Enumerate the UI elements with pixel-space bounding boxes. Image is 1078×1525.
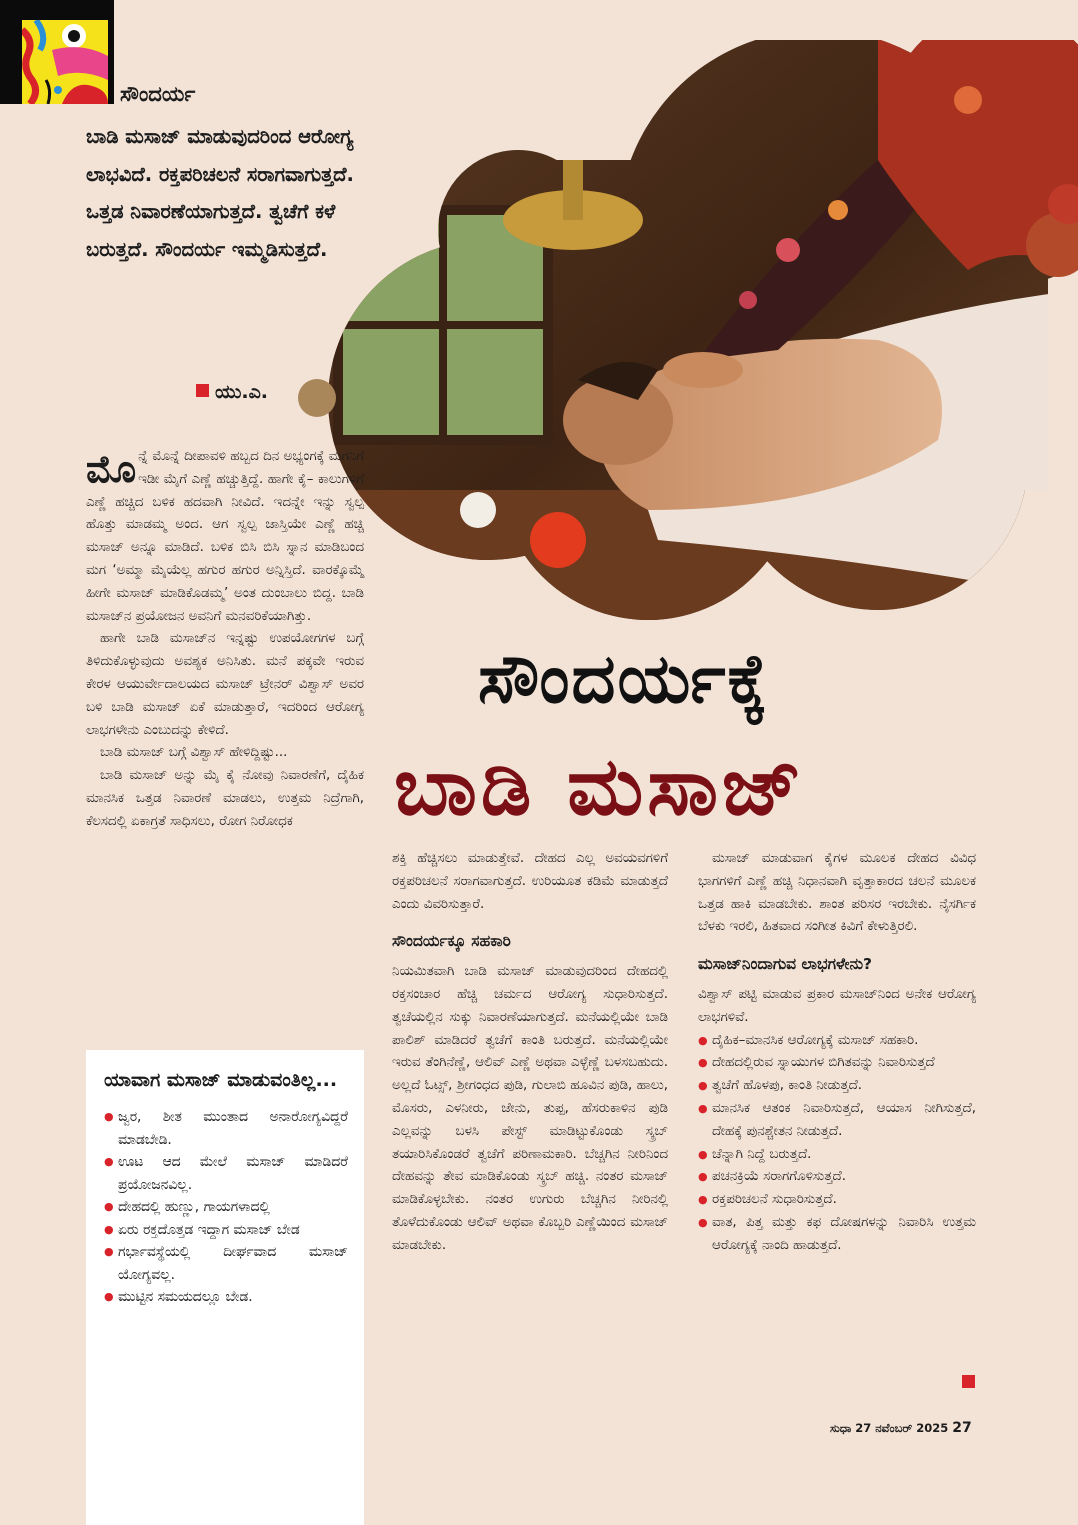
decorative-bubble bbox=[298, 379, 336, 417]
section-logo bbox=[0, 0, 114, 104]
author-name: ಯು.ಎ. bbox=[215, 381, 269, 403]
section-label: ಸೌಂದರ್ಯ bbox=[120, 82, 196, 106]
list-item: ● ಮುಟ್ಟಿನ ಸಮಯದಲ್ಲೂ ಬೇಡ. bbox=[104, 1286, 348, 1309]
paragraph: ಶಕ್ತಿ ಹೆಚ್ಚಿಸಲು ಮಾಡುತ್ತೇವೆ. ದೇಹದ ಎಲ್ಲ ಅವಯವಗಳಿಗೆ ರಕ್ತಪರಿಚಲನೆ ಸರಾಗವಾಗುತ್ತದೆ. ಉರಿಯೂತ ಕಡಿಮೆ ಮಾಡುತ್ತದೆ ಎಂದು ವಿವರಿಸುತ್ತಾರೆ. bbox=[392, 851, 668, 912]
paragraph-text: ನ್ನೆ ಮೊನ್ನೆ ದೀಪಾವಳಿ ಹಬ್ಬದ ದಿನ ಅಭ್ಯಂಗಕ್ಕೆ ಮಗನಿಗೆ ಇಡೀ ಮೈಗೆ ಎಣ್ಣೆ ಹಚ್ಚುತ್ತಿದ್ದೆ. ಹಾಗೇ ಕೈ– ಕಾಲುಗಳಿಗೆ ಎಣ್ಣೆ ಹಚ್ಚಿದ ಬಳಿಕ ಹದವಾಗಿ ನೀವಿದೆ. ಇದನ್ನೇ ಇನ್ನು ಸ್ವಲ್ಪ ಹೊತ್ತು ಮಾಡಮ್ಮ ಅಂದ. ಆಗ ಸ್ವಲ್ಪ ಜಾಸ್ತಿಯೇ ಎಣ್ಣೆ ಹಚ್ಚಿ ಮಸಾಜ್ ಅನ್ನೂ ಮಾಡಿದೆ. ಬಳಿಕ ಬಿಸಿ ಬಿಸಿ ಸ್ನಾನ ಮಾಡಿಬಂದ ಮಗ ‘ಅಮ್ಮಾ ಮೈಯೆಲ್ಲ ಹಗುರ ಹಗುರ ಅನ್ನಿಸ್ತಿದೆ. ವಾರಕ್ಕೊಮ್ಮೆ ಹೀಗೇ ಮಸಾಜ್ ಮಾಡಿಕೊಡಮ್ಮ’ ಅಂತ ದುಂಬಾಲು ಬಿದ್ದ. ಬಾಡಿ ಮಸಾಜ್‌ನ ಪ್ರಯೋಜನ ಅವನಿಗೆ ಮನವರಿಕೆಯಾಗಿತ್ತು. bbox=[86, 449, 364, 624]
list-item: ● ರಕ್ತಪರಿಚಲನೆ ಸುಧಾರಿಸುತ್ತದೆ. bbox=[698, 1189, 976, 1212]
list-item: ● ಪಚನಕ್ರಿಯೆ ಸರಾಗಗೊಳಿಸುತ್ತದೆ. bbox=[698, 1166, 976, 1189]
article-column-1 bbox=[86, 446, 364, 834]
list-item: ● ಚೆನ್ನಾಗಿ ನಿದ್ದೆ ಬರುತ್ತದೆ. bbox=[698, 1144, 976, 1167]
massage-photo bbox=[318, 40, 1078, 630]
paragraph: ಬಾಡಿ ಮಸಾಜ್ ಬಗ್ಗೆ ವಿಶ್ವಾಸ್ ಹೇಳಿದ್ದಿಷ್ಟು... bbox=[100, 745, 288, 761]
byline bbox=[196, 381, 268, 403]
issue-info: ಸುಧಾ 27 ನವೆಂಬರ್ 2025 bbox=[830, 1421, 949, 1435]
drop-cap: ಮೊ bbox=[86, 447, 137, 491]
intro-text: ಬಾಡಿ ಮಸಾಜ್ ಮಾಡುವುದರಿಂದ ಆರೋಗ್ಯ ಲಾಭವಿದೆ. ರಕ್ತಪರಿಚಲನೆ ಸರಾಗವಾಗುತ್ತದೆ. ಒತ್ತಡ ನಿವಾರಣೆಯಾಗುತ್ತದೆ. ತ್ವಚೆಗೆ ಕಳೆ ಬರುತ್ತದೆ. ಸೌಂದರ್ಯ ಇಮ್ಮಡಿಸುತ್ತದೆ. bbox=[86, 125, 354, 261]
page-number: 27 bbox=[952, 1420, 972, 1436]
list-item: ● ಮಾನಸಿಕ ಆತಂಕ ನಿವಾರಿಸುತ್ತದೆ, ಆಯಾಸ ನೀಗಿಸುತ್ತದೆ, ದೇಹಕ್ಕೆ ಪುನಶ್ಚೇತನ ನೀಡುತ್ತದೆ. bbox=[698, 1098, 976, 1144]
box-title: ಯಾವಾಗ ಮಸಾಜ್ ಮಾಡುವಂತಿಲ್ಲ... bbox=[104, 1069, 338, 1091]
headline-line-2: ಬಾಡಿ ಮಸಾಜ್ bbox=[394, 740, 806, 833]
square-marker-icon bbox=[196, 384, 209, 397]
list-item: ● ದೈಹಿಕ–ಮಾನಸಿಕ ಆರೋಗ್ಯಕ್ಕೆ ಮಸಾಜ್ ಸಹಕಾರಿ. bbox=[698, 1030, 976, 1053]
headline-line-1: ಸೌಂದರ್ಯಕ್ಕೆ bbox=[478, 640, 770, 719]
list-item: ● ದೇಹದಲ್ಲಿರುವ ಸ್ನಾಯುಗಳ ಬಿಗಿತವನ್ನು ನಿವಾರಿಸುತ್ತದೆ bbox=[698, 1052, 976, 1075]
paragraph: ಮಸಾಜ್ ಮಾಡುವಾಗ ಕೈಗಳ ಮೂಲಕ ದೇಹದ ವಿವಿಧ ಭಾಗಗಳಿಗೆ ಎಣ್ಣೆ ಹಚ್ಚಿ ನಿಧಾನವಾಗಿ ವೃತ್ತಾಕಾರದ ಚಲನೆ ಮೂಲಕ ಒತ್ತಡ ಹಾಕಿ ಮಾಡಬೇಕು. ಶಾಂತ ಪರಿಸರ ಇರಬೇಕು. ನೈಸರ್ಗಿಕ ಬೆಳಕು ಇರಲಿ, ಹಿತವಾದ ಸಂಗೀತ ಕಿವಿಗೆ ಕೇಳುತ್ತಿರಲಿ. bbox=[698, 851, 976, 935]
paragraph bbox=[86, 446, 364, 628]
list-item: ● ಏರು ರಕ್ತದೊತ್ತಡ ಇದ್ದಾಗ ಮಸಾಜ್ ಬೇಡ bbox=[104, 1219, 348, 1242]
list-item: ● ದೇಹದಲ್ಲಿ ಹುಣ್ಣು, ಗಾಯಗಳಾದಲ್ಲಿ bbox=[104, 1196, 348, 1219]
article-column-3 bbox=[698, 848, 976, 1258]
decorative-art-icon bbox=[22, 20, 108, 104]
subheading: ಸೌಂದರ್ಯಕ್ಕೂ ಸಹಕಾರಿ bbox=[392, 932, 511, 951]
list-item: ● ಗರ್ಭಾವಸ್ಥೆಯಲ್ಲಿ ದೀರ್ಘವಾದ ಮಸಾಜ್ ಯೋಗ್ಯವಲ್ಲ. bbox=[104, 1241, 348, 1286]
paragraph: ಹಾಗೇ ಬಾಡಿ ಮಸಾಜ್‌ನ ಇನ್ನಷ್ಟು ಉಪಯೋಗಗಳ ಬಗ್ಗೆ ತಿಳಿದುಕೊಳ್ಳುವುದು ಅವಶ್ಯಕ ಅನಿಸಿತು. ಮನೆ ಪಕ್ಕವೇ ಇರುವ ಕೇರಳ ಆಯುರ್ವೇದಾಲಯದ ಮಸಾಜ್ ಟ್ರೇನರ್ ವಿಶ್ವಾಸ್ ಅವರ ಬಳಿ ಬಾಡಿ ಮಸಾಜ್ ಏಕೆ ಮಾಡುತ್ತಾರೆ, ಇದರಿಂದ ಆರೋಗ್ಯ ಲಾಭಗಳೇನು ಎಂಬುದನ್ನು ಕೇಳಿದೆ. bbox=[86, 631, 364, 738]
list-item: ● ವಾತ, ಪಿತ್ತ ಮತ್ತು ಕಫ ದೋಷಗಳನ್ನು ನಿವಾರಿಸಿ ಉತ್ತಮ ಆರೋಗ್ಯಕ್ಕೆ ನಾಂದಿ ಹಾಡುತ್ತದೆ. bbox=[698, 1212, 976, 1258]
box-list bbox=[104, 1106, 348, 1309]
sidebar-box bbox=[86, 1050, 364, 1525]
subheading: ಮಸಾಜ್‌ನಿಂದಾಗುವ ಲಾಭಗಳೇನು? bbox=[698, 955, 873, 974]
list-item: ● ತ್ವಚೆಗೆ ಹೊಳಪು, ಕಾಂತಿ ನೀಡುತ್ತದೆ. bbox=[698, 1075, 976, 1098]
page-footer bbox=[830, 1420, 972, 1436]
benefits-list bbox=[698, 1030, 976, 1258]
list-item: ● ಜ್ವರ, ಶೀತ ಮುಂತಾದ ಅನಾರೋಗ್ಯವಿದ್ದರೆ ಮಾಡಬೇಡಿ. bbox=[104, 1106, 348, 1151]
paragraph: ಬಾಡಿ ಮಸಾಜ್ ಅನ್ನು ಮೈ ಕೈ ನೋವು ನಿವಾರಣೆಗೆ, ದೈಹಿಕ ಮಾನಸಿಕ ಒತ್ತಡ ನಿವಾರಣೆ ಮಾಡಲು, ಉತ್ತಮ ನಿದ್ರೆಗಾಗಿ, ಕೆಲಸದಲ್ಲಿ ಏಕಾಗ್ರತೆ ಸಾಧಿಸಲು, ರೋಗ ನಿರೋಧಕ bbox=[86, 768, 364, 829]
article-column-2 bbox=[392, 848, 668, 1258]
paragraph: ನಿಯಮಿತವಾಗಿ ಬಾಡಿ ಮಸಾಜ್ ಮಾಡುವುದರಿಂದ ದೇಹದಲ್ಲಿ ರಕ್ತಸಂಚಾರ ಹೆಚ್ಚಿ ಚರ್ಮದ ಆರೋಗ್ಯ ಸುಧಾರಿಸುತ್ತದೆ. ತ್ವಚೆಯಲ್ಲಿನ ಸುಕ್ಕು ನಿವಾರಣೆಯಾಗುತ್ತದೆ. ಮನೆಯಲ್ಲಿಯೇ ಬಾಡಿ ಪಾಲಿಶ್ ಮಾಡಿದರೆ ತ್ವಚೆಗೆ ಕಾಂತಿ ಬರುತ್ತದೆ. ಮನೆಯಲ್ಲಿಯೇ ಇರುವ ತೆಂಗಿನೆಣ್ಣೆ, ಆಲಿವ್ ಎಣ್ಣೆ ಅಥವಾ ಎಳ್ಳೆಣ್ಣೆ ಬಳಸಬಹುದು. ಅಲ್ಲದೆ ಓಟ್ಸ್, ಶ್ರೀಗಂಧದ ಪುಡಿ, ಗುಲಾಬಿ ಹೂವಿನ ಪುಡಿ, ಹಾಲು, ಮೊಸರು, ಎಳನೀರು, ಜೇನು, ತುಪ್ಪ, ಹೆಸರುಕಾಳಿನ ಪುಡಿ ಎಲ್ಲವನ್ನು ಬಳಸಿ ಪೇಸ್ಟ್ ಮಾಡಿಟ್ಟುಕೊಂಡು ಸ್ಕ್ರಬ್ ತಯಾರಿಸಿಕೊಂಡರೆ ತ್ವಚೆಗೆ ಪರಿಣಾಮಕಾರಿ. ಬೆಚ್ಚಗಿನ ನೀರಿನಿಂದ ದೇಹವನ್ನು ತೇವ ಮಾಡಿಕೊಂಡು ಸ್ಕ್ರಬ್ ಹಚ್ಚಿ. ನಂತರ ಮಸಾಜ್ ಮಾಡಿಕೊಳ್ಳಬೇಕು. ನಂತರ ಉಗುರು ಬೆಚ್ಚಗಿನ ನೀರಿನಲ್ಲಿ ತೊಳೆದುಕೊಂಡು ಆಲಿವ್ ಅಥವಾ ಕೊಬ್ಬರಿ ಎಣ್ಣೆಯಿಂದ ಮಸಾಜ್ ಮಾಡಬೇಕು. bbox=[392, 964, 668, 1253]
paragraph: ವಿಶ್ವಾಸ್ ಪಟ್ಟಿ ಮಾಡುವ ಪ್ರಕಾರ ಮಸಾಜ್‌ನಿಂದ ಅನೇಕ ಆರೋಗ್ಯ ಲಾಭಗಳಿವೆ. bbox=[698, 986, 976, 1025]
list-item: ● ಊಟ ಆದ ಮೇಲೆ ಮಸಾಜ್ ಮಾಡಿದರೆ ಪ್ರಯೋಜನವಿಲ್ಲ. bbox=[104, 1151, 348, 1196]
end-mark-icon bbox=[962, 1375, 975, 1388]
